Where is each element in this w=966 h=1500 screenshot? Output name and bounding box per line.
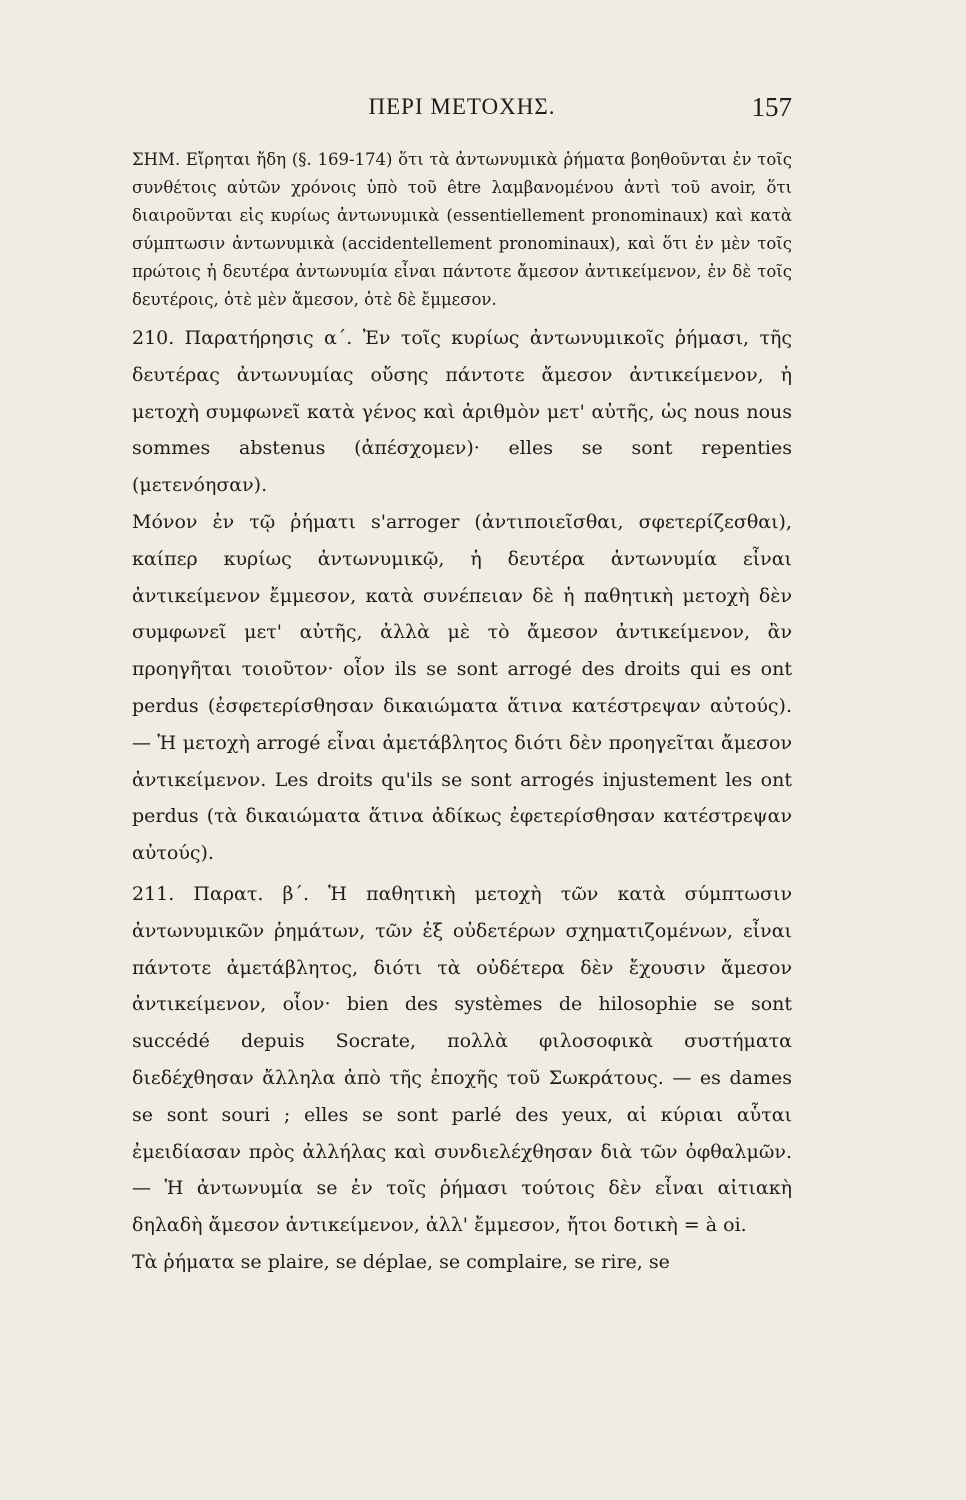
paragraph-210: 210. Παρατήρησις α΄. Ἐν τοῖς κυρίως ἀντωνυμικοῖς ῥήμασι, τῆς δευτέρας ἀντωνυμίας οὔσης πάντοτε ἄμεσον ἀντικείμενον, ἡ μετοχὴ συμφωνεῖ κατὰ γένος καὶ ἀριθμὸν μετ' αὐτῆς, ὡς nous nous sommes abstenus (ἀπέσχομεν)· elles se sont repenties (μετενόησαν). bbox=[132, 327, 792, 497]
paragraph-211: 211. Παρατ. β΄. Ἡ παθητικὴ μετοχὴ τῶν κατὰ σύμπτωσιν ἀντωνυμικῶν ῥημάτων, τῶν ἐξ οὐδετέρων σχηματιζομένων, εἶναι πάντοτε ἀμετάβλητος, διότι τὰ οὐδέτερα δὲν ἔχουσιν ἄμεσον ἀντικείμενον, οἷον· bien des systèmes de hilosophie se sont succédé depuis Socrate, πολλὰ φιλοσοφικὰ συστήματα διεδέχθησαν ἄλληλα ἀπὸ τῆς ἐποχῆς τοῦ Σωκράτους. — es dames se sont souri ; elles se sont parlé des yeux, αἱ κύριαι αὗται ἐμειδίασαν πρὸς ἀλλήλας καὶ συνδιελέχθησαν διὰ τῶν ὀφθαλμῶν.— Ἡ ἀντωνυμία se ἐν τοῖς ῥήμασι τούτοις δὲν εἶναι αἰτιακὴ δηλαδὴ ἄμεσον ἀντικείμενον, ἀλλ' ἔμμεσον, ἤτοι δοτικὴ = à oi. bbox=[132, 882, 792, 1237]
running-title: ΠΕΡΙ ΜΕΤΟΧΗΣ. bbox=[368, 94, 556, 119]
paragraph-arroger: Μόνον ἐν τῷ ῥήματι s'arroger (ἀντιποιεῖσθαι, σφετερίζεσθαι), καίπερ κυρίως ἀντωνυμικῷ, ἡ δευτέρα ἀντωνυμία εἶναι ἀντικείμενον ἔμμεσον, κατὰ συνέπειαν δὲ ἡ παθητικὴ μετοχὴ δὲν συμφωνεῖ μετ' αὐτῆς, ἀλλὰ μὲ τὸ ἄμεσον ἀντικείμενον, ἂν προηγῆται τοιοῦτον· οἷον ils se sont arrogé des droits qui es ont perdus (ἐσφετερίσθησαν δικαιώματα ἅτινα κατέστρεψαν αὐτούς). — Ἡ μετοχὴ arrogé εἶναι ἀμετάβλητος διότι δὲν προηγεῖται ἄμεσον ἀντικείμενον. Les droits qu'ils se sont arrogés injustement les ont perdus (τὰ δικαιώματα ἅτινα ἀδίκως ἐφετερίσθησαν κατέστρεψαν αὐτούς). bbox=[132, 510, 792, 865]
paragraph-verbs: Τὰ ῥήματα se plaire, se déplae, se complaire, se rire, se bbox=[132, 1250, 670, 1273]
page-number: 157 bbox=[751, 92, 792, 122]
note-paragraph: ΣΗΜ. Εἴρηται ἤδη (§. 169-174) ὅτι τὰ ἀντωνυμικὰ ῥήματα βοηθοῦνται ἐν τοῖς συνθέτοις αὐτῶν χρόνοις ὑπὸ τοῦ être λαμβανομένου ἀντὶ τοῦ avoir, ὅτι διαιροῦνται εἰς κυρίως ἀντωνυμικὰ (essentiellement pronominaux) καὶ κατὰ σύμπτωσιν ἀντωνυμικὰ (accidentellement pronominaux), καὶ ὅτι ἐν μὲν τοῖς πρώτοις ἡ δευτέρα ἀντωνυμία εἶναι πάντοτε ἄμεσον ἀντικείμενον, ἐν δὲ τοῖς δευτέροις, ὁτὲ μὲν ἄμεσον, ὁτὲ δὲ ἔμμεσον. bbox=[132, 150, 792, 309]
page-body bbox=[132, 146, 792, 1281]
page-header bbox=[132, 90, 792, 130]
